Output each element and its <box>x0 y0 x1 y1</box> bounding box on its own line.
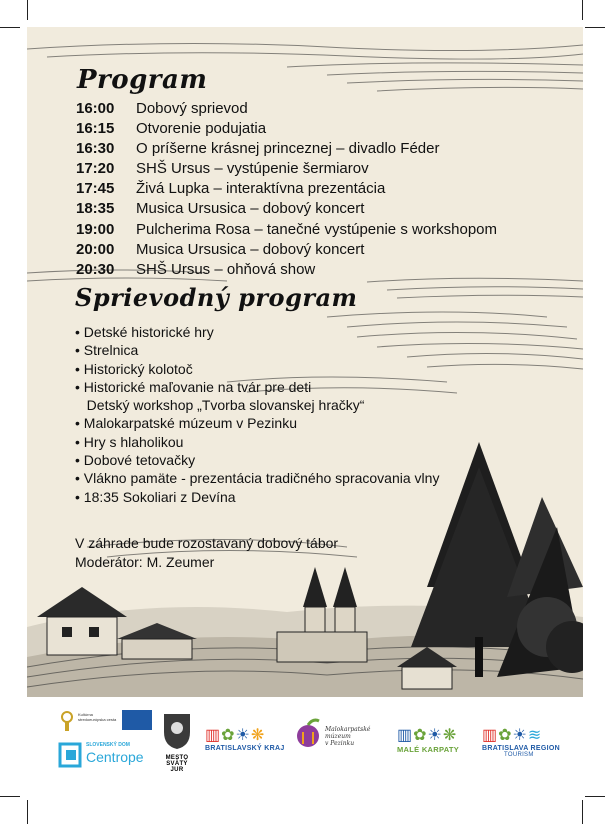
schedule-time: 16:00 <box>76 100 115 117</box>
crop-mark <box>27 0 28 20</box>
schedule-row <box>76 99 497 119</box>
crop-mark <box>0 796 20 797</box>
centrope-top-label: SLOVENSKÝ DOM <box>86 742 130 748</box>
crop-mark <box>585 796 605 797</box>
schedule-row <box>76 139 497 159</box>
schedule-time: 20:00 <box>76 240 115 258</box>
list-item: • Historické maľovanie na tvár pre deti <box>75 378 312 395</box>
list-item: Detský workshop „Tvorba slovanskej hračky“ <box>75 397 365 414</box>
crown-icon <box>58 710 76 732</box>
schedule-row <box>76 159 497 179</box>
br-label2: TOURISM <box>504 752 534 758</box>
side-program-list <box>75 323 439 506</box>
mk-label: MALÉ KARPATY <box>397 745 460 754</box>
schedule-text: Pulcherima Rosa – tanečné vystúpenie s workshopom <box>136 220 498 238</box>
kulturne-label: Kultúrna stredoeurópska cesta <box>78 712 117 722</box>
muzeum-line2: múzeum <box>325 733 351 740</box>
list-item: • Historický kolotoč <box>75 360 193 377</box>
schedule-time: 19:00 <box>76 220 115 238</box>
crop-mark <box>582 0 583 20</box>
crop-mark <box>0 27 20 28</box>
schedule-text: SHŠ Ursus – ohňová show <box>136 260 316 278</box>
kulturne-logo <box>58 710 117 740</box>
schedule-time: 17:20 <box>76 160 115 178</box>
council-europe-logo <box>122 710 152 730</box>
sponsor-logos <box>0 700 605 795</box>
notes <box>75 534 338 572</box>
br-icons: ▥✿☀≋ <box>482 727 543 744</box>
schedule-text: Dobový sprievod <box>136 100 248 117</box>
schedule-time: 16:15 <box>76 120 115 138</box>
muzeum-line3: v Pezinku <box>325 740 355 747</box>
male-karpaty-logo <box>397 725 472 754</box>
centrope-label: Centrope <box>86 749 144 765</box>
bk-label: BRATISLAVSKÝ KRAJ <box>205 745 285 752</box>
program-title: Program <box>77 65 208 95</box>
schedule-text: SHŠ Ursus – vystúpenie šermiarov <box>136 160 369 178</box>
mesto-line2: SVÄTÝ JUR <box>166 761 188 773</box>
muzeum-logo <box>295 718 375 768</box>
list-item: • Detské historické hry <box>75 324 214 340</box>
schedule-row <box>76 199 497 219</box>
crop-mark <box>582 800 583 824</box>
schedule-text: Otvorenie podujatia <box>136 120 267 138</box>
schedule-text: Musica Ursusica – dobový koncert <box>136 240 365 258</box>
crop-mark <box>27 800 28 824</box>
poster <box>27 27 583 697</box>
list-item: • Dobové tetovačky <box>75 452 196 469</box>
schedule-text: O príšerne krásnej princeznej – divadlo Féder <box>136 140 440 158</box>
schedule-time: 18:35 <box>76 200 115 218</box>
coat-of-arms-icon <box>162 712 192 750</box>
mesto-line1: MESTO <box>165 755 189 761</box>
mesto-logo <box>160 712 194 782</box>
br-label1: BRATISLAVA REGION <box>482 745 560 752</box>
list-item: • Malokarpatské múzeum v Pezinku <box>75 415 297 432</box>
mk-icons: ▥✿☀❋ <box>397 727 458 744</box>
schedule-text: Živá Lupka – interaktívna prezentácia <box>136 180 386 198</box>
crop-mark <box>585 27 605 28</box>
list-item: • Vlákno pamäte - prezentácia tradičného spracovania vlny <box>75 470 440 487</box>
schedule-time: 20:30 <box>76 260 115 278</box>
schedule-time: 17:45 <box>76 180 115 198</box>
bratislava-region-logo <box>482 725 562 758</box>
schedule-row <box>76 119 497 139</box>
list-item: • Strelnica <box>75 342 139 359</box>
schedule-time: 16:30 <box>76 140 115 158</box>
grape-icon <box>295 718 321 752</box>
centrope-icon <box>58 742 82 768</box>
schedule-row <box>76 260 497 280</box>
schedule-row <box>76 240 497 260</box>
bratislavsky-kraj-logo <box>205 725 285 752</box>
schedule-text: Musica Ursusica – dobový koncert <box>136 200 365 218</box>
muzeum-line1: Malokarpatské <box>325 726 371 733</box>
side-program-title: Sprievodný program <box>75 283 358 312</box>
list-item: • Hry s hlaholikou <box>75 433 184 450</box>
program-schedule <box>76 99 497 280</box>
note-line: V záhrade bude rozostavaný dobový tábor <box>75 535 339 551</box>
schedule-row <box>76 220 497 240</box>
centrope-logo <box>58 742 148 772</box>
bk-icons: ▥✿☀❋ <box>205 727 266 744</box>
schedule-row <box>76 179 497 199</box>
note-line: Moderátor: M. Zeumer <box>75 554 215 570</box>
list-item: • 18:35 Sokoliari z Devína <box>75 488 236 505</box>
